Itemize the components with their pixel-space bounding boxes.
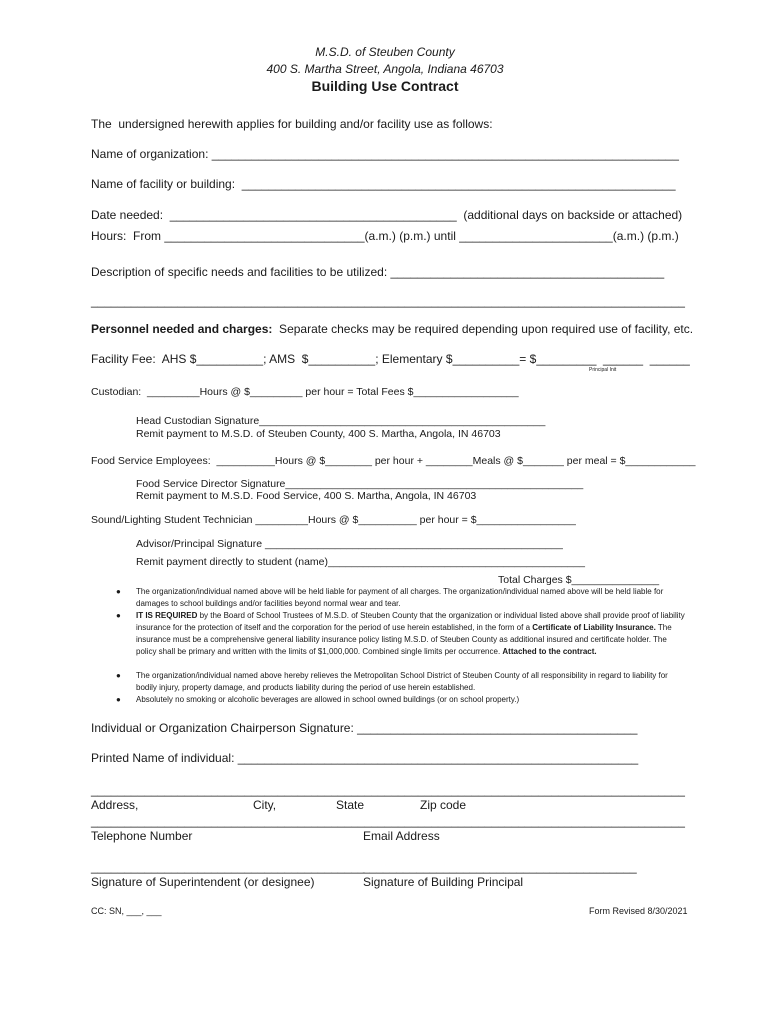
telephone-label: Telephone Number xyxy=(91,829,193,843)
custodian-remit-text: Remit payment to M.S.D. of Steuben County, 400 S. Martha, Angola, IN 46703 xyxy=(136,428,501,440)
food-remit-text: Remit payment to M.S.D. Food Service, 400 S. Martha, Angola, IN 46703 xyxy=(136,490,477,502)
state-label: State xyxy=(336,798,365,812)
bullet-icon: ● xyxy=(116,671,121,680)
personnel-section xyxy=(91,322,693,336)
org-address: 400 S. Martha Street, Angola, Indiana 46703 xyxy=(266,62,504,76)
custodian-field[interactable]: Custodian: _________Hours @ $_________ per hour = Total Fees $__________________ xyxy=(91,386,519,398)
required-lead: IT IS REQUIRED xyxy=(136,611,198,620)
relief-bullet: The organization/individual named above hereby relieves the Metropolitan School District of Steuben County of all responsibility in regard to liability for bodily injury, property damage, and products liability during the period of use herein established. xyxy=(136,671,668,692)
address-line[interactable]: _________________________________________________________________________________________ xyxy=(91,783,685,797)
cc-line: CC: SN, ___, ___ xyxy=(91,906,162,916)
liability-bullet: The organization/individual named above will be held liable for payment of all charges. The organization/individual named above will be held liable for damages to school buildings and/or facilities beyond normal wear and tear. xyxy=(136,587,664,608)
remit-student-field[interactable]: Remit payment directly to student (name)____________________________________________ xyxy=(136,556,585,568)
insurance-rest: The insurance must be a comprehensive general liability insurance policy listing M.S.D. of Steuben County as additional insured and certificate holder. The policy shall be primary and written with the limits of $1,000,000. Combined single limits per occurrence. xyxy=(136,623,672,656)
insurance-text: by the Board of School Trustees of M.S.D. of Steuben County that the organization or individual listed above shall provide proof of liability insurance for the protection of itself and the corporation for the period of use herein established, in the form of a xyxy=(136,611,685,632)
personnel-heading: Personnel needed and charges: xyxy=(91,322,273,336)
intro-text: The undersigned herewith applies for building and/or facility use as follows: xyxy=(91,117,493,131)
personnel-note: Separate checks may be required depending upon required use of facility, etc. xyxy=(272,322,694,336)
advisor-signature[interactable]: Advisor/Principal Signature ___________________________________________________ xyxy=(136,538,563,550)
sound-tech-field[interactable]: Sound/Lighting Student Technician _________Hours @ $__________ per hour = $_________________ xyxy=(91,514,576,526)
food-service-field[interactable]: Food Service Employees: __________Hours @ $________ per hour + ________Meals @ $_______ per meal = $____________ xyxy=(91,455,696,467)
head-custodian-signature[interactable]: Head Custodian Signature_________________________________________________ xyxy=(136,415,546,427)
certificate-label: Certificate of Liability Insurance. xyxy=(532,623,656,632)
org-name: M.S.D. of Steuben County xyxy=(315,45,455,59)
hours-field[interactable]: Hours: From ______________________________(a.m.) (p.m.) until _______________________(a.m.) (p.m.) xyxy=(91,229,679,243)
food-director-signature[interactable]: Food Service Director Signature___________________________________________________ xyxy=(136,478,584,490)
printed-name-field[interactable]: Printed Name of individual: ____________________________________________________________ xyxy=(91,751,639,765)
chairperson-signature[interactable]: Individual or Organization Chairperson Signature: __________________________________________ xyxy=(91,721,638,735)
superintendent-signature-line[interactable]: _________________________________________ xyxy=(91,860,365,874)
zip-label: Zip code xyxy=(420,798,467,812)
email-label: Email Address xyxy=(363,829,440,843)
form-revised: Form Revised 8/30/2021 xyxy=(589,906,688,916)
facility-fee-field[interactable]: Facility Fee: AHS $__________; AMS $__________; Elementary $__________= $_________ ______ ______ xyxy=(91,352,690,366)
description-field-line2[interactable]: _________________________________________________________________________________________ xyxy=(91,294,685,308)
building-principal-label: Signature of Building Principal xyxy=(363,875,524,889)
principal-signature-line[interactable]: _________________________________________ xyxy=(363,860,637,874)
date-needed-field[interactable]: Date needed: ___________________________________________ (additional days on backside or attached) xyxy=(91,208,683,222)
page-title: Building Use Contract xyxy=(311,78,459,94)
contact-line[interactable]: _________________________________________________________________________________________ xyxy=(91,814,685,828)
address-label: Address, xyxy=(91,798,139,812)
insurance-bullet xyxy=(136,610,686,658)
org-name-field[interactable]: Name of organization: ______________________________________________________________________ xyxy=(91,147,679,161)
principal-init-label: Principal Init xyxy=(589,367,617,373)
facility-field[interactable]: Name of facility or building: _________________________________________________________________ xyxy=(91,177,676,191)
bullet-icon: ● xyxy=(116,611,121,620)
superintendent-label: Signature of Superintendent (or designee) xyxy=(91,875,315,889)
city-label: City, xyxy=(253,798,277,812)
attached-label: Attached to the contract. xyxy=(502,647,597,656)
bullet-icon: ● xyxy=(116,695,121,704)
total-charges-field[interactable]: Total Charges $_______________ xyxy=(498,574,660,586)
no-smoking-bullet: Absolutely no smoking or alcoholic beverages are allowed in school owned buildings (or on school property.) xyxy=(136,695,520,704)
description-field[interactable]: Description of specific needs and facilities to be utilized: _________________________________________ xyxy=(91,265,665,279)
bullet-icon: ● xyxy=(116,587,121,596)
